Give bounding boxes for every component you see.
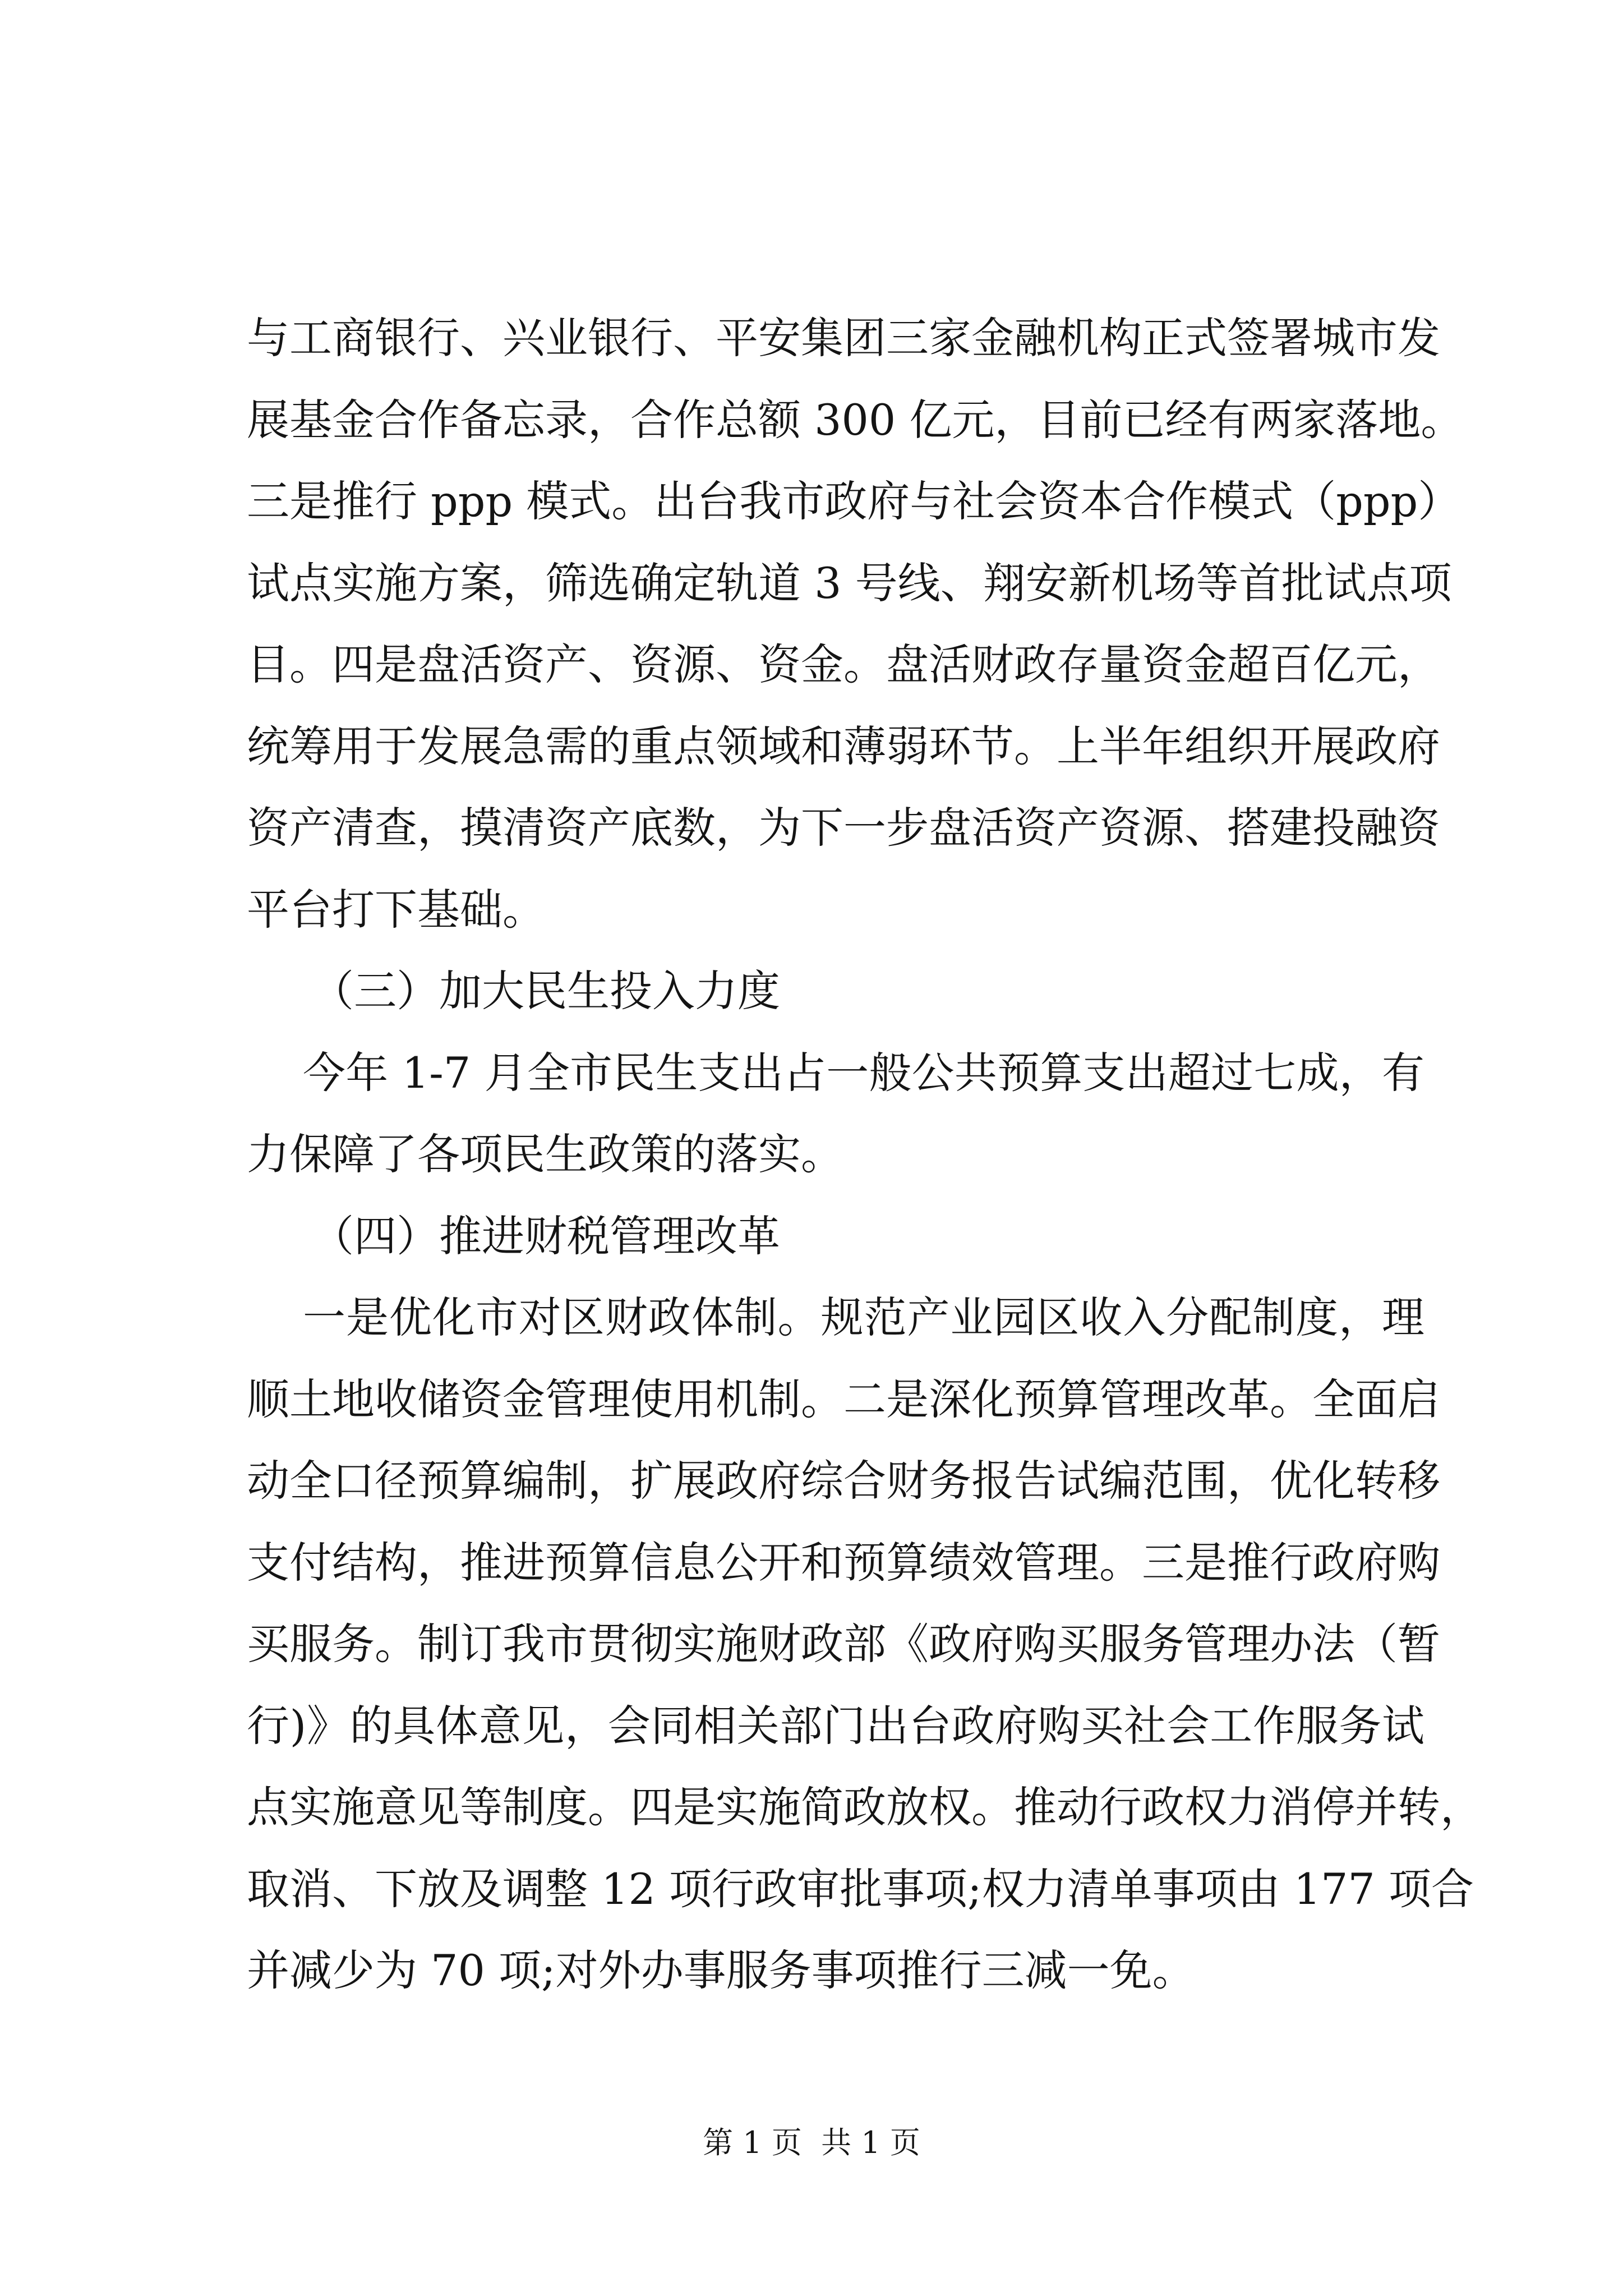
document-body xyxy=(247,297,1483,2012)
paragraph-line: 顺土地收储资金管理使用机制。二是深化预算管理改革。全面启 xyxy=(247,1374,1440,1424)
paragraph-line: 一是优化市对区财政体制。规范产业园区收入分配制度，理 xyxy=(303,1292,1424,1342)
paragraph-line: 平台打下基础。 xyxy=(247,884,545,935)
paragraph-line: 行)》的具体意见，会同相关部门出台政府购买社会工作服务试 xyxy=(247,1700,1424,1751)
paragraph-line: 展基金合作备忘录，合作总额 300 亿元，目前已经有两家落地。 xyxy=(247,394,1464,445)
paragraph-line: 并减少为 70 项;对外办事服务事项推行三减一免。 xyxy=(247,1945,1195,1995)
paragraph-line: 动全口径预算编制，扩展政府综合财务报告试编范围，优化转移 xyxy=(247,1456,1440,1506)
paragraph-line: 三是推行 ppp 模式。出台我市政府与社会资本合作模式（ppp） xyxy=(247,476,1461,526)
section-heading: （四）推进财税管理改革 xyxy=(311,1211,780,1261)
paragraph-line: 资产清查，摸清资产底数，为下一步盘活资产资源、搭建投融资 xyxy=(247,803,1440,853)
paragraph-line: 支付结构，推进预算信息公开和预算绩效管理。三是推行政府购 xyxy=(247,1537,1440,1588)
page-footer xyxy=(0,2123,1623,2162)
page-number: 第 1 页 共 1 页 xyxy=(703,2125,920,2160)
section-heading: （三）加大民生投入力度 xyxy=(311,966,780,1016)
paragraph-line: 点实施意见等制度。四是实施简政放权。推动行政权力消停并转， xyxy=(247,1782,1483,1832)
paragraph-line: 试点实施方案，筛选确定轨道 3 号线、翔安新机场等首批试点项 xyxy=(247,558,1452,608)
paragraph-line: 与工商银行、兴业银行、平安集团三家金融机构正式签署城市发 xyxy=(247,313,1440,363)
paragraph-line: 力保障了各项民生政策的落实。 xyxy=(247,1129,843,1179)
paragraph-line: 今年 1-7 月全市民生支出占一般公共预算支出超过七成，有 xyxy=(303,1047,1424,1098)
paragraph-line: 统筹用于发展急需的重点领域和薄弱环节。上半年组织开展政府 xyxy=(247,721,1440,771)
paragraph-line: 买服务。制订我市贯彻实施财政部《政府购买服务管理办法（暂 xyxy=(247,1619,1440,1669)
paragraph-line: 目。四是盘活资产、资源、资金。盘活财政存量资金超百亿元， xyxy=(247,639,1440,689)
paragraph-line: 取消、下放及调整 12 项行政审批事项;权力清单事项由 177 项合 xyxy=(247,1864,1474,1914)
